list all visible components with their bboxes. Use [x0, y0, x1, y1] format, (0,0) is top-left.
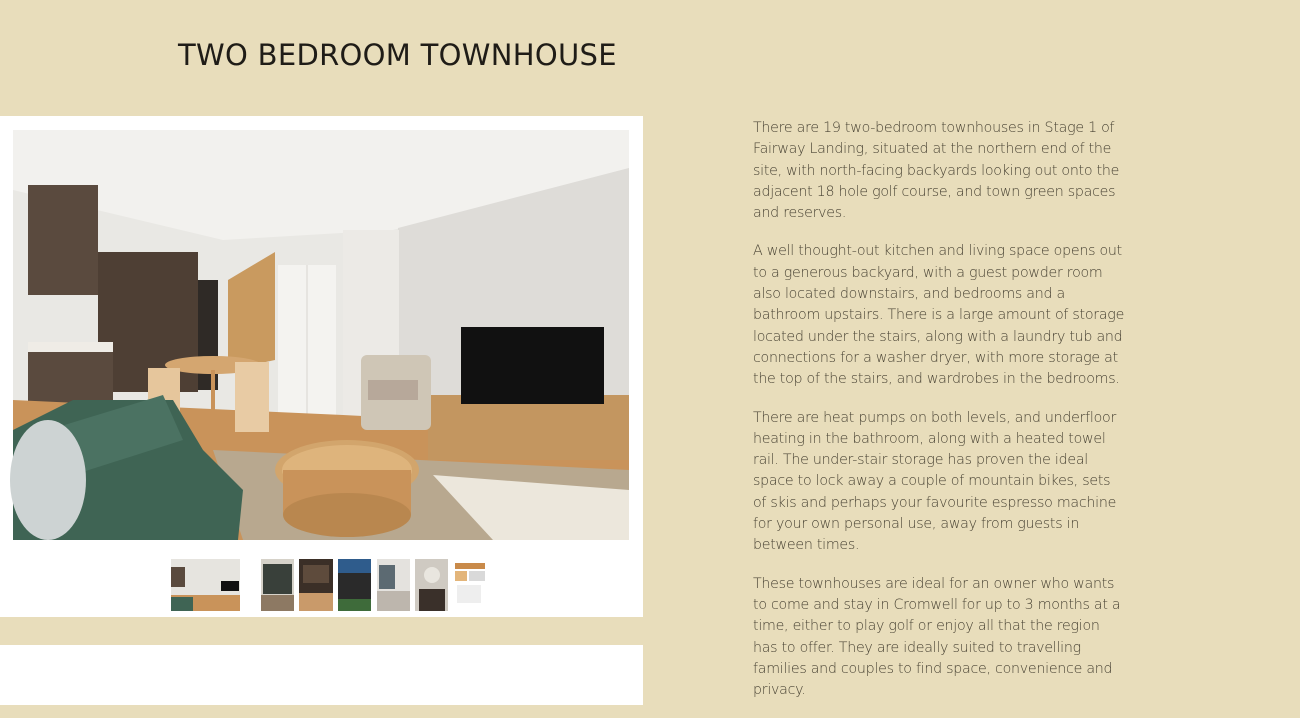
secondary-card — [0, 645, 643, 705]
thumbnail-floor-plan[interactable] — [453, 559, 487, 611]
thumbnail-bathroom[interactable] — [415, 559, 448, 611]
description-paragraph-1: There are 19 two-bedroom townhouses in Stage 1 of Fairway Landing, situated at the northern end of the site, with north-facing backyards looking out onto the adjacent 18 hole golf course, and town green spaces and reserves. — [753, 120, 1120, 222]
page-title: TWO BEDROOM TOWNHOUSE — [178, 38, 617, 72]
description-paragraph-2: A well thought-out kitchen and living space opens out to a generous backyard, with a guest powder room also located downstairs, and bedrooms and a bathroom upstairs. There is a large amount of storage located under the stairs, along with a laundry tub and connections for a washer dryer, with more storage at the top of the stairs, and wardrobes in the bedrooms. — [753, 243, 1125, 388]
thumbnail-kitchen[interactable] — [299, 559, 333, 611]
description-paragraph-3: There are heat pumps on both levels, and underfloor heating in the bathroom, along with a heated towel rail. The under-stair storage has proven the ideal space to lock away a couple of mountain bikes, sets of skis and perhaps your favourite espresso machine for your own personal use, away from guests in between times. — [753, 409, 1117, 554]
thumbnail-exterior-evening-image — [338, 559, 371, 611]
thumbnail-bedroom-image — [377, 559, 410, 611]
main-gallery-image[interactable] — [13, 130, 629, 540]
thumbnail-exterior-patio[interactable] — [261, 559, 294, 611]
thumbnail-living-room[interactable] — [171, 559, 240, 611]
thumbnail-bathroom-image — [415, 559, 448, 611]
living-room-photo — [13, 130, 629, 540]
thumbnail-strip — [0, 559, 643, 611]
description-text — [753, 118, 1125, 718]
thumbnail-living-room-image — [171, 559, 240, 611]
thumbnail-bedroom[interactable] — [377, 559, 410, 611]
thumbnail-exterior-patio-image — [261, 559, 294, 611]
thumbnail-floor-plan-image — [453, 559, 487, 611]
thumbnail-exterior-evening[interactable] — [338, 559, 371, 611]
thumbnail-kitchen-image — [299, 559, 333, 611]
description-paragraph-4: These townhouses are ideal for an owner who wants to come and stay in Cromwell for up to 3 months at a time, either to play golf or enjoy all that the region has to offer. They are ideally suited to travelling families and couples to find space, convenience and privacy. — [753, 575, 1121, 699]
image-gallery — [0, 116, 643, 617]
